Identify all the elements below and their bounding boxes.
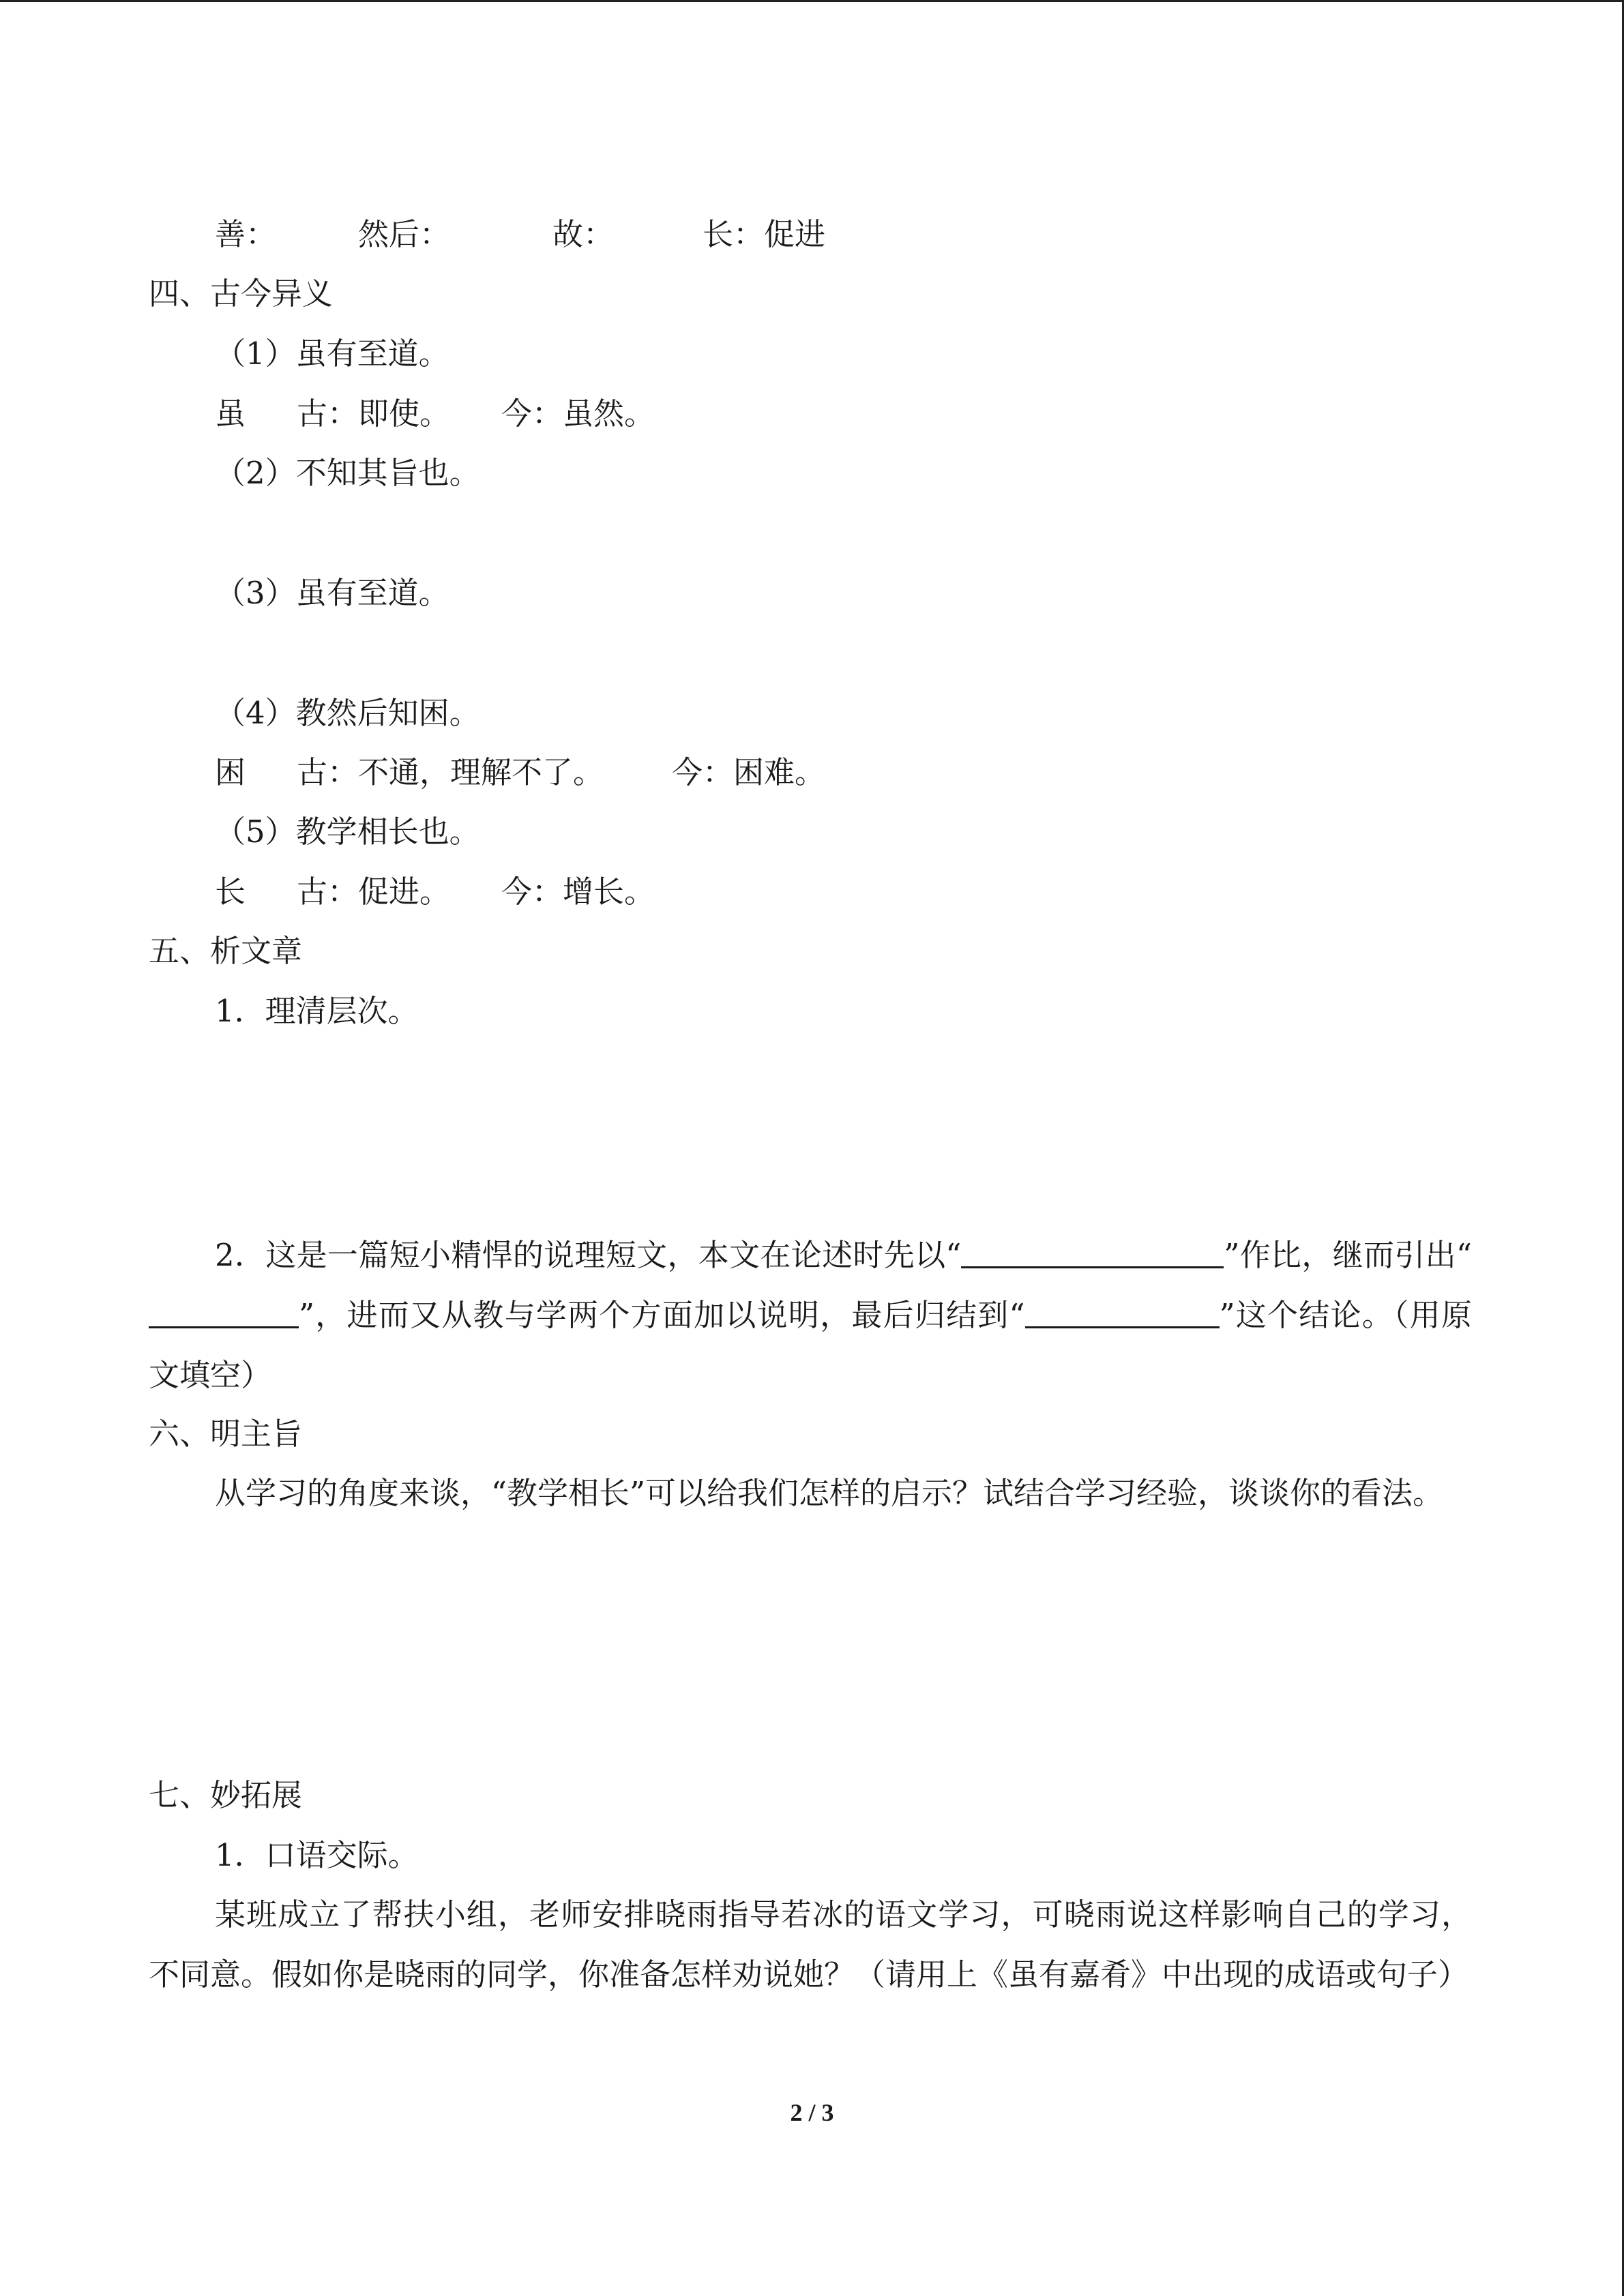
item2-text-3: ”，进而又从教与学两个方面加以说明，最后归结到“ — [299, 1297, 1025, 1333]
section4-heading: 四、古今异义 — [149, 275, 334, 312]
section5-item2 — [149, 1225, 1472, 1405]
item2-text-2: ”作比，继而引出“ — [1224, 1237, 1473, 1273]
section6-question: 从学习的角度来谈，“教学相长”可以给我们怎样的启示？试结合学习经验，谈谈你的看法。 — [215, 1475, 1444, 1511]
vocab-item-zhang: 长：促进 — [703, 216, 826, 252]
vocab-item-ranhou: 然后： — [358, 216, 451, 252]
section7-heading: 七、妙拓展 — [149, 1777, 303, 1813]
vocab-item-shan: 善： — [215, 216, 277, 252]
section4-q3: （3）虽有至道。 — [215, 575, 449, 611]
fill-blank-2[interactable] — [149, 1296, 299, 1328]
section4-q2: （2）不知其旨也。 — [215, 455, 480, 491]
fill-blank-3[interactable] — [1025, 1296, 1220, 1328]
q1-modern: 今：虽然。 — [501, 396, 655, 432]
item2-text-1: 2．这是一篇短小精悍的说理短文，本文在论述时先以“ — [215, 1237, 962, 1273]
vocab-line — [215, 214, 825, 255]
section4-q4: （4）教然后知困。 — [215, 695, 480, 731]
section5-heading: 五、析文章 — [149, 933, 303, 969]
section7-item1-text: 某班成立了帮扶小组，老师安排晓雨指导若冰的语文学习，可晓雨说这样影响自己的学习，不同意。假如你是晓雨的同学，你准备怎样劝说她？（请用上《虽有嘉肴》中出现的成语或句子） — [149, 1896, 1472, 1993]
q5-modern: 今：增长。 — [501, 874, 655, 910]
section4-q4-meaning — [215, 752, 825, 793]
section4-q1: （1）虽有至道。 — [215, 336, 449, 372]
q1-word: 虽 — [215, 396, 246, 432]
vocab-item-gu: 故： — [552, 216, 615, 252]
section5-item1: 1．理清层次。 — [215, 993, 419, 1029]
page-number: 2 / 3 — [790, 2099, 834, 2126]
section4-q5: （5）教学相长也。 — [215, 814, 480, 850]
q5-word: 长 — [215, 874, 246, 910]
fill-blank-1[interactable] — [961, 1236, 1224, 1268]
q4-ancient: 古：不通，理解不了。 — [297, 754, 604, 790]
section4-q5-meaning — [215, 871, 655, 912]
item2-text-4: ”这个结论。（用原文填空） — [149, 1297, 1472, 1393]
q4-modern: 今：困难。 — [672, 754, 826, 790]
q5-ancient: 古：促进。 — [297, 874, 451, 910]
q1-ancient: 古：即使。 — [297, 396, 451, 432]
q4-word: 困 — [215, 754, 246, 790]
section4-q1-meaning — [215, 393, 655, 434]
section6-heading: 六、明主旨 — [149, 1416, 303, 1452]
section7-item1: 1．口语交际。 — [215, 1837, 419, 1873]
